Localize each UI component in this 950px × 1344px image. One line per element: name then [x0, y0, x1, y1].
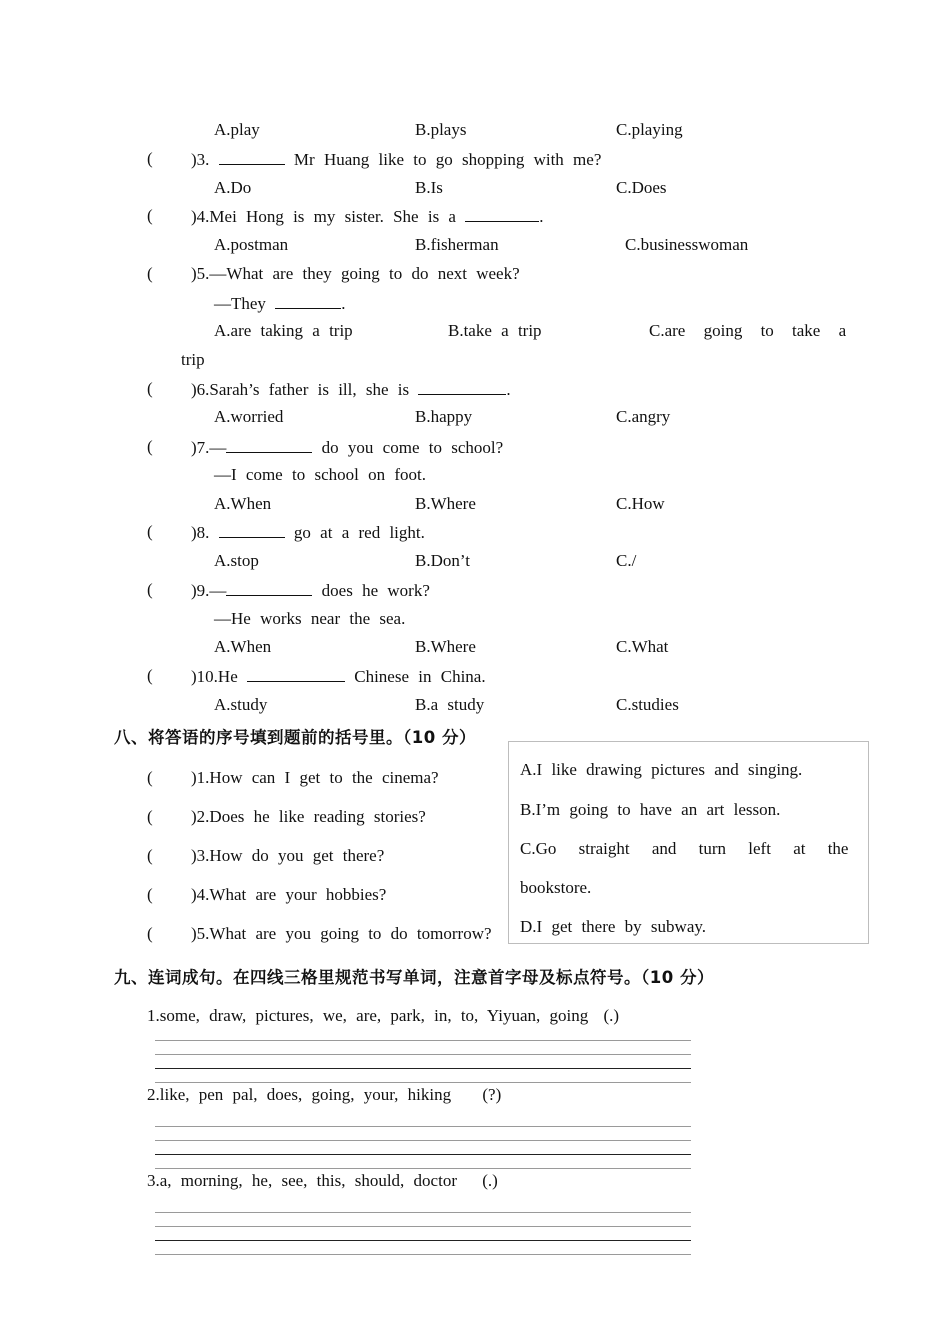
- question-text: Sarah’s father is ill, she is: [209, 380, 410, 399]
- option-a: A.Do: [214, 178, 252, 197]
- question-number: )3.: [191, 150, 210, 169]
- option-c: C.studies: [616, 695, 679, 714]
- option-a: A.play: [214, 120, 260, 139]
- answer-paren[interactable]: (: [147, 885, 153, 904]
- answer-paren[interactable]: (: [147, 149, 153, 168]
- answer-paren[interactable]: (: [147, 379, 153, 398]
- reply-line: [214, 292, 345, 315]
- question-10: [191, 665, 486, 688]
- question-3: [191, 148, 601, 171]
- question-number: )10.: [191, 667, 218, 686]
- option-b: B.Is: [415, 178, 443, 197]
- option-c: C.What: [616, 637, 669, 656]
- fill-blank[interactable]: [418, 378, 506, 395]
- question-text: go at a red light.: [293, 523, 425, 542]
- option-b: B.plays: [415, 120, 467, 139]
- option-c: C.angry: [616, 407, 671, 426]
- scrambled-words: 3.a, morning, he, see, this, should, doctor: [147, 1171, 457, 1190]
- answer-paren[interactable]: (: [147, 580, 153, 599]
- question-text: does he work?: [321, 581, 430, 600]
- writing-lines[interactable]: [155, 1126, 691, 1170]
- answer-d: D.I get there by subway.: [520, 917, 707, 936]
- option-a: A.study: [214, 695, 268, 714]
- answer-paren[interactable]: (: [147, 206, 153, 225]
- option-c: C.are going to take a: [649, 321, 847, 340]
- option-b: B.a study: [415, 695, 485, 714]
- question-punct: .: [506, 380, 511, 399]
- match-question-3: )3.How do you get there?: [191, 846, 385, 865]
- option-b: B.Where: [415, 494, 476, 513]
- answer-b: B.I’m going to have an art lesson.: [520, 800, 781, 819]
- writing-lines[interactable]: [155, 1212, 691, 1256]
- question-5: [191, 263, 520, 285]
- answer-paren[interactable]: (: [147, 768, 153, 787]
- reply-line: —He works near the sea.: [214, 609, 406, 628]
- section-8-heading: 八、将答语的序号填到题前的括号里。（10 分）: [114, 728, 476, 747]
- question-8: [191, 521, 425, 544]
- question-number: )7.: [191, 438, 210, 457]
- option-c: C.How: [616, 494, 665, 513]
- sentence-item-3: [147, 1170, 498, 1192]
- punctuation-hint: (?): [482, 1085, 502, 1104]
- question-text: Mr Huang like to go shopping with me?: [293, 150, 602, 169]
- answer-paren[interactable]: (: [147, 264, 153, 283]
- question-number: )9.: [191, 581, 210, 600]
- question-text: Chinese in China.: [354, 667, 486, 686]
- option-a: A.stop: [214, 551, 259, 570]
- reply-text: —They: [214, 294, 266, 313]
- scrambled-words: 1.some, draw, pictures, we, are, park, in, to, Yiyuan, going: [147, 1006, 589, 1025]
- question-text: do you come to school?: [321, 438, 504, 457]
- scrambled-words: 2.like, pen pal, does, going, your, hiking: [147, 1085, 452, 1104]
- answer-paren[interactable]: (: [147, 924, 153, 943]
- answer-a: A.I like drawing pictures and singing.: [520, 760, 803, 779]
- fill-blank[interactable]: [219, 521, 285, 538]
- answer-paren[interactable]: (: [147, 522, 153, 541]
- reply-line: —I come to school on foot.: [214, 465, 426, 484]
- question-number: )8.: [191, 523, 210, 542]
- option-b: B.take a trip: [448, 321, 542, 340]
- question-9: [191, 579, 430, 602]
- section-9-heading: 九、连词成句。在四线三格里规范书写单词，注意首字母及标点符号。（10 分）: [114, 968, 714, 987]
- match-question-2: )2.Does he like reading stories?: [191, 807, 426, 826]
- writing-lines[interactable]: [155, 1040, 691, 1084]
- question-number: )5.: [191, 264, 210, 283]
- option-c: C./: [616, 551, 637, 570]
- question-text: Mei Hong is my sister. She is a: [209, 207, 456, 226]
- match-question-1: )1.How can I get to the cinema?: [191, 768, 439, 787]
- question-dash: —: [209, 438, 227, 457]
- question-number: )4.: [191, 207, 210, 226]
- fill-blank[interactable]: [247, 665, 345, 682]
- option-a: A.postman: [214, 235, 289, 254]
- question-text: He: [217, 667, 238, 686]
- option-c: C.playing: [616, 120, 683, 139]
- sentence-item-1: [147, 1005, 619, 1027]
- answer-paren[interactable]: (: [147, 666, 153, 685]
- question-number: )6.: [191, 380, 210, 399]
- option-b: B.Where: [415, 637, 476, 656]
- answer-c-wrap: bookstore.: [520, 878, 592, 897]
- question-text: —What are they going to do next week?: [209, 264, 520, 283]
- fill-blank[interactable]: [219, 148, 285, 165]
- punctuation-hint: (.): [603, 1006, 620, 1025]
- fill-blank[interactable]: [226, 436, 312, 453]
- question-7: [191, 436, 503, 459]
- option-a: A.When: [214, 637, 272, 656]
- question-punct: .: [539, 207, 544, 226]
- match-question-5: )5.What are you going to do tomorrow?: [191, 924, 492, 943]
- option-a: A.worried: [214, 407, 284, 426]
- fill-blank[interactable]: [275, 292, 341, 309]
- question-4: [191, 205, 543, 228]
- answer-paren[interactable]: (: [147, 846, 153, 865]
- option-b: B.Don’t: [415, 551, 470, 570]
- match-question-4: )4.What are your hobbies?: [191, 885, 387, 904]
- answer-paren[interactable]: (: [147, 807, 153, 826]
- answer-paren[interactable]: (: [147, 437, 153, 456]
- option-a: A.are taking a trip: [214, 321, 353, 340]
- fill-blank[interactable]: [226, 579, 312, 596]
- option-c-wrap: trip: [181, 350, 205, 369]
- option-c: C.Does: [616, 178, 667, 197]
- question-dash: —: [209, 581, 227, 600]
- sentence-item-2: [147, 1084, 501, 1106]
- option-a: A.When: [214, 494, 272, 513]
- option-c: C.businesswoman: [625, 235, 749, 254]
- fill-blank[interactable]: [465, 205, 539, 222]
- punctuation-hint: (.): [482, 1171, 498, 1190]
- answer-c: C.Go straight and turn left at the: [520, 839, 849, 858]
- option-b: B.fisherman: [415, 235, 499, 254]
- question-6: [191, 378, 511, 401]
- option-b: B.happy: [415, 407, 473, 426]
- reply-punct: .: [341, 294, 346, 313]
